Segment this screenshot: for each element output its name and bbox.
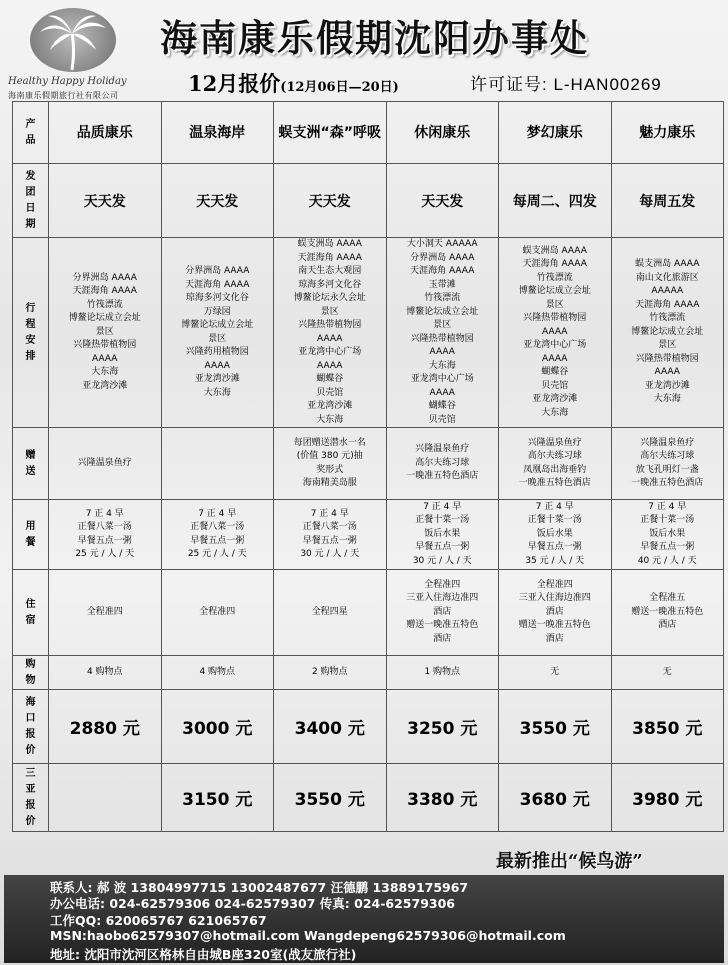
cell-line: 早餐五点一粥 bbox=[640, 542, 695, 553]
cell-line: 亚龙湾沙滩 bbox=[644, 380, 690, 391]
contact-qq: 工作QQ: 620065767 621065767 bbox=[50, 913, 267, 928]
cell-line: 天涯海角 AAAA bbox=[410, 266, 475, 276]
cell-line: 赠送一晚准五特色 bbox=[518, 620, 591, 631]
product-name: 休闲康乐 bbox=[386, 102, 499, 164]
cell-line: 景区 bbox=[545, 299, 564, 310]
cell-line: 高尔夫练习球 bbox=[527, 451, 582, 461]
haikou-price-row bbox=[13, 690, 724, 764]
itinerary-cell bbox=[611, 238, 724, 428]
cell-line: 酒店 bbox=[658, 620, 677, 631]
cell-line: 兴隆温泉鱼疗 bbox=[527, 437, 582, 448]
cell-line: 7 正 4 早 bbox=[85, 508, 124, 519]
shopping-value: 无 bbox=[499, 656, 612, 690]
lodging-cell bbox=[611, 570, 724, 656]
shopping-value: 1 购物点 bbox=[386, 656, 499, 690]
cell-line: 南山文化旅游区 bbox=[635, 272, 699, 283]
logo-text-en: Healthy Happy Holiday bbox=[8, 76, 127, 87]
cell-line: 天涯海角 AAAA bbox=[185, 279, 250, 290]
cell-line: 一晚准五特色酒店 bbox=[518, 478, 591, 488]
contact-msn: MSN:haobo62579307@hotmail.com Wangdepeng62579306@hotmail.com bbox=[50, 928, 566, 943]
cell-line: 三亚入住海边准四 bbox=[518, 593, 591, 604]
cell-line: 大东海 bbox=[316, 414, 344, 425]
license-number: 许可证号: L-HAN00269 bbox=[470, 75, 662, 94]
shopping-value: 4 购物点 bbox=[161, 656, 274, 690]
cell-line: 7 正 4 早 bbox=[310, 508, 349, 519]
sanya-price: 3980 元 bbox=[611, 764, 724, 832]
cell-line: 大东海 bbox=[428, 360, 456, 371]
contact-office-phone: 办公电话: 024-62579306 024-62579307 传真: 024-62579306 bbox=[50, 896, 455, 911]
lodging-cell bbox=[499, 570, 612, 656]
shopping-value: 4 购物点 bbox=[49, 656, 162, 690]
cell-line: AAAA bbox=[429, 387, 455, 398]
cell-line: 亚龙湾沙滩 bbox=[194, 374, 240, 384]
product-name: 品质康乐 bbox=[49, 102, 162, 164]
cell-line: 赠送一晚准五特色 bbox=[406, 620, 479, 631]
departure-value: 天天发 bbox=[49, 164, 162, 238]
promo-banner: 最新推出“候鸟游” bbox=[496, 851, 643, 872]
shopping-value: 2 购物点 bbox=[274, 656, 387, 690]
cell-line: 竹筏漂流 bbox=[536, 272, 573, 283]
cell-line: 全程准四 bbox=[199, 606, 236, 617]
cell-line: AAAA bbox=[317, 360, 343, 371]
cell-line: AAAA bbox=[429, 347, 455, 357]
cell-line: 酒店 bbox=[545, 633, 564, 644]
cell-line: 景区 bbox=[433, 320, 452, 330]
cell-line: 酒店 bbox=[545, 606, 564, 617]
cell-line: AAAA bbox=[92, 353, 118, 364]
product-name: 魅力康乐 bbox=[611, 102, 724, 164]
cell-line: 大东海 bbox=[203, 387, 231, 398]
itinerary-cell bbox=[49, 238, 162, 428]
cell-line: 饭后水果 bbox=[536, 528, 573, 539]
cell-line: 竹筏漂流 bbox=[424, 293, 461, 303]
logo-text-cn: 海南康乐假期旅行社有限公司 bbox=[8, 91, 119, 100]
price-table bbox=[12, 101, 724, 832]
gift-cell bbox=[161, 428, 274, 500]
itinerary-cell bbox=[161, 238, 274, 428]
cell-line: 贝壳馆 bbox=[428, 414, 456, 425]
meal-cell bbox=[161, 500, 274, 570]
itinerary-cell bbox=[274, 238, 387, 428]
lodging-row bbox=[13, 570, 724, 656]
row-label-sanya: 三 亚 报 价 bbox=[13, 764, 49, 832]
cell-line: 奖形式 bbox=[316, 464, 344, 475]
cell-line: 兴隆热带植物园 bbox=[635, 353, 699, 364]
meal-cell bbox=[386, 500, 499, 570]
cell-line: 凤凰岛出海垂钓 bbox=[523, 464, 587, 475]
cell-line: 全程准四 bbox=[86, 606, 123, 617]
cell-line: 天涯海角 AAAA bbox=[522, 259, 587, 270]
cell-line: 25 元 / 人 / 天 bbox=[187, 549, 247, 559]
cell-line: 全程准五 bbox=[649, 593, 686, 604]
cell-line: 正餐十菜一汤 bbox=[527, 515, 582, 526]
cell-line: 兴隆热带植物园 bbox=[523, 313, 587, 324]
cell-line: 博鳌论坛成立会址 bbox=[631, 326, 704, 337]
cell-line: 40 元 / 人 / 天 bbox=[637, 555, 697, 566]
gift-row bbox=[13, 428, 724, 500]
departure-row bbox=[13, 164, 724, 238]
cell-line: 7 正 4 早 bbox=[423, 501, 462, 512]
cell-line: 景区 bbox=[658, 340, 677, 351]
departure-value: 每周五发 bbox=[611, 164, 724, 238]
meal-cell bbox=[611, 500, 724, 570]
cell-line: 博鳌论坛成立会址 bbox=[68, 313, 141, 324]
cell-line: 亚龙湾中心广场 bbox=[523, 340, 587, 351]
cell-line: 亚龙湾沙滩 bbox=[532, 394, 578, 405]
cell-line: 高尔夫练习球 bbox=[415, 457, 470, 468]
cell-line: 正餐十菜一汤 bbox=[640, 515, 695, 526]
cell-line: 正餐八菜一汤 bbox=[190, 522, 245, 532]
cell-line: 酒店 bbox=[433, 633, 452, 644]
cell-line: 分界洲岛 AAAA bbox=[185, 266, 250, 276]
cell-line: 蜈支洲岛 AAAA bbox=[297, 239, 362, 249]
cell-line: 三亚入住海边准四 bbox=[406, 593, 479, 604]
cell-line: 正餐十菜一汤 bbox=[415, 515, 470, 526]
cell-line: AAAA bbox=[542, 326, 568, 337]
cell-line: 7 正 4 早 bbox=[535, 501, 574, 512]
cell-line: 博鳌论坛成立会址 bbox=[518, 286, 591, 297]
cell-line: 全程四星 bbox=[311, 606, 348, 617]
contact-address: 地址: 沈阳市沈河区格林自由城B座320室(战友旅行社) bbox=[50, 947, 357, 962]
departure-value: 天天发 bbox=[386, 164, 499, 238]
palm-tree-icon bbox=[30, 8, 116, 72]
cell-line: 大东海 bbox=[91, 367, 119, 378]
departure-value: 天天发 bbox=[161, 164, 274, 238]
cell-line: 竹筏漂流 bbox=[86, 299, 123, 310]
sanya-price: 3680 元 bbox=[499, 764, 612, 832]
row-label-itinerary: 行 程 安 排 bbox=[13, 238, 49, 428]
cell-line: 蜈支洲岛 AAAA bbox=[635, 259, 700, 270]
cell-line: AAAA bbox=[542, 353, 568, 364]
departure-value: 天天发 bbox=[274, 164, 387, 238]
haikou-price: 3850 元 bbox=[611, 690, 724, 764]
cell-line: AAAAA bbox=[651, 286, 684, 297]
quote-dates: (12月06日—20日) bbox=[280, 80, 399, 95]
cell-line: 贝壳馆 bbox=[316, 387, 344, 398]
cell-line: 正餐八菜一汤 bbox=[77, 522, 132, 532]
cell-line: 每团赠送潜水一名 bbox=[293, 437, 366, 448]
cell-line: 亚龙湾沙滩 bbox=[307, 401, 353, 411]
cell-line: 酒店 bbox=[433, 606, 452, 617]
itinerary-cell bbox=[499, 238, 612, 428]
row-label-departure: 发 团 日 期 bbox=[13, 164, 49, 238]
gift-cell bbox=[499, 428, 612, 500]
cell-line: 兴隆药用植物园 bbox=[185, 347, 249, 357]
cell-line: 贝壳馆 bbox=[541, 380, 569, 391]
cell-line: 兴隆温泉鱼疗 bbox=[415, 444, 470, 455]
cell-line: 分界洲岛 AAAA bbox=[72, 272, 137, 283]
cell-line: 景区 bbox=[95, 326, 114, 337]
cell-line: 正餐八菜一汤 bbox=[302, 522, 357, 532]
cell-line: 高尔夫练习球 bbox=[640, 451, 695, 461]
cell-line: 琼海多河文化谷 bbox=[185, 293, 249, 303]
cell-line: 7 正 4 早 bbox=[198, 508, 237, 519]
cell-line: 早餐五点一粥 bbox=[415, 542, 470, 553]
cell-line: AAAA bbox=[204, 360, 230, 371]
cell-line: 25 元 / 人 / 天 bbox=[75, 549, 135, 559]
cell-line: 景区 bbox=[320, 306, 339, 317]
cell-line: 蝴蝶谷 bbox=[316, 374, 344, 384]
cell-line: 竹筏漂流 bbox=[649, 313, 686, 324]
haikou-price: 3250 元 bbox=[386, 690, 499, 764]
cell-line: 蜈支洲岛 AAAA bbox=[522, 245, 587, 256]
lodging-cell bbox=[386, 570, 499, 656]
row-label-gift: 赠 送 bbox=[13, 428, 49, 500]
meal-cell bbox=[49, 500, 162, 570]
cell-line: 博鳌论坛永久会址 bbox=[293, 293, 366, 303]
month-quote-label: 12月报价 bbox=[188, 71, 281, 96]
cell-line: 琼海多河文化谷 bbox=[298, 279, 362, 290]
gift-cell bbox=[49, 428, 162, 500]
product-name: 梦幻康乐 bbox=[499, 102, 612, 164]
cell-line: 早餐五点一粥 bbox=[190, 535, 245, 546]
cell-line: 全程准四 bbox=[536, 579, 573, 590]
departure-value: 每周二、四发 bbox=[499, 164, 612, 238]
cell-line: 玉带滩 bbox=[428, 279, 456, 290]
cell-line: 南天生态大观园 bbox=[298, 266, 362, 276]
sanya-price-row bbox=[13, 764, 724, 832]
product-name: 温泉海岸 bbox=[161, 102, 274, 164]
cell-line: 分界洲岛 AAAA bbox=[410, 252, 475, 263]
haikou-price: 3400 元 bbox=[274, 690, 387, 764]
cell-line: 一晚准五特色酒店 bbox=[631, 478, 704, 488]
cell-line: 早餐五点一粥 bbox=[527, 542, 582, 553]
cell-line: 放飞孔明灯一盏 bbox=[635, 464, 699, 475]
sanya-price bbox=[49, 764, 162, 832]
cell-line: 亚龙湾中心广场 bbox=[298, 347, 362, 357]
haikou-price: 3000 元 bbox=[161, 690, 274, 764]
cell-line: 亚龙湾中心广场 bbox=[410, 374, 474, 384]
gift-cell bbox=[274, 428, 387, 500]
cell-line: 天涯海角 AAAA bbox=[635, 299, 700, 310]
itinerary-row bbox=[13, 238, 724, 428]
cell-line: 饭后水果 bbox=[424, 528, 461, 539]
shopping-value: 无 bbox=[611, 656, 724, 690]
cell-line: 一晚准五特色酒店 bbox=[406, 471, 479, 482]
page-title: 海南康乐假期沈阳办事处 bbox=[160, 16, 589, 60]
cell-line: 大东海 bbox=[541, 407, 569, 418]
product-row bbox=[13, 102, 724, 164]
cell-line: AAAA bbox=[317, 333, 343, 344]
gift-cell bbox=[386, 428, 499, 500]
sanya-price: 3150 元 bbox=[161, 764, 274, 832]
cell-line: 赠送一晚准五特色 bbox=[631, 606, 704, 617]
meal-cell bbox=[274, 500, 387, 570]
haikou-price: 3550 元 bbox=[499, 690, 612, 764]
row-label-meal: 用 餐 bbox=[13, 500, 49, 570]
product-name: 蜈支洲“森”呼吸 bbox=[274, 102, 387, 164]
lodging-cell bbox=[49, 570, 162, 656]
cell-line: 天涯海角 AAAA bbox=[297, 252, 362, 263]
cell-line: 海南精美岛服 bbox=[302, 478, 357, 488]
cell-line: 景区 bbox=[208, 333, 227, 344]
cell-line: 饭后水果 bbox=[649, 528, 686, 539]
row-label-haikou: 海 口 报 价 bbox=[13, 690, 49, 764]
cell-line: 35 元 / 人 / 天 bbox=[525, 555, 585, 566]
meal-row bbox=[13, 500, 724, 570]
contact-panel bbox=[4, 875, 724, 963]
cell-line: AAAA bbox=[654, 367, 680, 378]
cell-line: 万绿园 bbox=[203, 306, 231, 317]
logo bbox=[8, 4, 138, 100]
cell-line: 大东海 bbox=[653, 394, 681, 405]
cell-line: 早餐五点一粥 bbox=[77, 535, 132, 546]
cell-line: 30 元 / 人 / 天 bbox=[412, 555, 472, 566]
meal-cell bbox=[499, 500, 612, 570]
cell-line: 兴隆温泉鱼疗 bbox=[640, 437, 695, 448]
lodging-cell bbox=[274, 570, 387, 656]
cell-line: 大小洞天 AAAAA bbox=[406, 239, 478, 249]
logo-oval bbox=[30, 8, 116, 72]
cell-line: 早餐五点一粥 bbox=[302, 535, 357, 546]
cell-line: 兴隆热带植物园 bbox=[410, 333, 474, 344]
cell-line: 博鳌论坛成立会址 bbox=[181, 320, 254, 330]
cell-line: 30 元 / 人 / 天 bbox=[300, 549, 360, 559]
cell-line: 7 正 4 早 bbox=[648, 501, 687, 512]
cell-line: 亚龙湾沙滩 bbox=[82, 380, 128, 391]
row-label-lodging: 住 宿 bbox=[13, 570, 49, 656]
cell-line: 蝴蝶谷 bbox=[541, 367, 569, 378]
sanya-price: 3380 元 bbox=[386, 764, 499, 832]
row-label-product: 产 品 bbox=[13, 102, 49, 164]
cell-line: (价值 380 元)抽 bbox=[296, 451, 363, 461]
gift-cell bbox=[611, 428, 724, 500]
cell-line: 兴隆热带植物园 bbox=[73, 340, 137, 351]
itinerary-cell bbox=[386, 238, 499, 428]
row-label-shopping: 购 物 bbox=[13, 656, 49, 690]
cell-line: 全程准四 bbox=[424, 579, 461, 590]
shopping-row bbox=[13, 656, 724, 690]
cell-line: 蝴蝶谷 bbox=[428, 401, 456, 411]
contact-people: 联系人: 郝 波 13804997715 13002487677 汪德鹏 13889175967 bbox=[50, 880, 469, 895]
cell-line: 兴隆热带植物园 bbox=[298, 320, 362, 330]
cell-line: 天涯海角 AAAA bbox=[72, 286, 137, 297]
haikou-price: 2880 元 bbox=[49, 690, 162, 764]
cell-line: 兴隆温泉鱼疗 bbox=[77, 457, 132, 468]
cell-line: 博鳌论坛成立会址 bbox=[406, 306, 479, 317]
sanya-price: 3550 元 bbox=[274, 764, 387, 832]
month-quote bbox=[188, 68, 399, 98]
lodging-cell bbox=[161, 570, 274, 656]
